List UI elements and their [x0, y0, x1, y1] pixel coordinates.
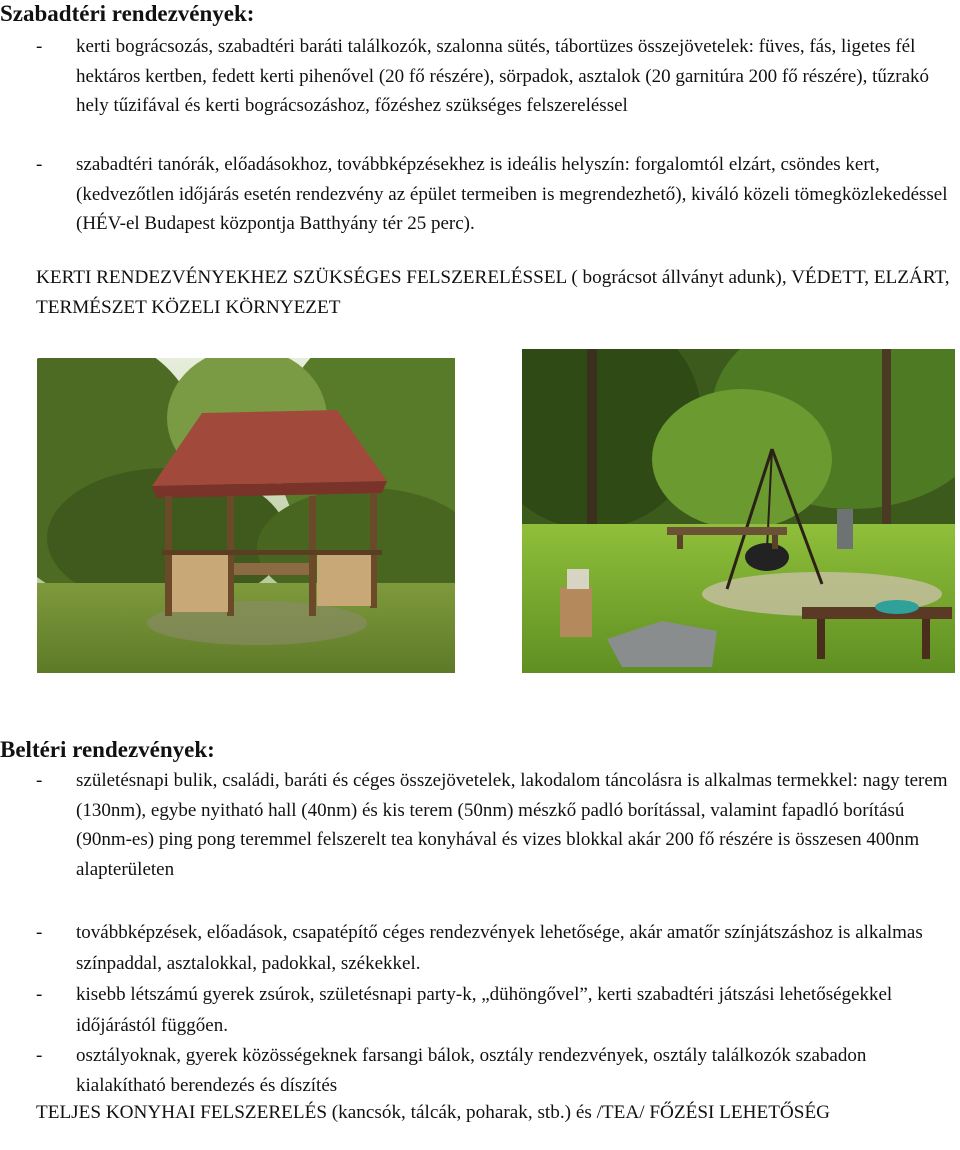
indoor-item [36, 766, 956, 884]
outdoor-heading: Szabadtéri rendezvények: [0, 1, 255, 26]
campfire-illustration [522, 349, 955, 673]
gazebo-illustration [37, 358, 455, 673]
list-dash: - [36, 154, 43, 175]
campfire-photo [522, 349, 955, 673]
indoor-item [36, 979, 956, 1041]
indoor-item-text: születésnapi bulik, családi, baráti és céges összejövetelek, lakodalom táncolásra is alkalmas termekkel: nagy terem (130nm), egybe nyitható hall (40nm) és kis terem (50nm) mészkő padló borítással, valamint fapadló borítású (90nm-es) ping pong teremmel felszerelt tea konyhával és vizes blokkal akár 200 fő részére is összesen 400nm alapterületen [76, 770, 948, 880]
indoor-item-text: továbbképzések, előadások, csapatépítő céges rendezvények lehetősége, akár amatőr színjátszáshoz is alkalmas színpaddal, asztalokkal, padokkal, székekkel. [76, 922, 923, 974]
indoor-item-text: osztályoknak, gyerek közösségeknek farsangi bálok, osztály rendezvények, osztály találkozók szabadon kialakítható berendezés és díszítés [76, 1045, 867, 1096]
outdoor-item [36, 32, 956, 121]
outdoor-item-text: szabadtéri tanórák, előadásokhoz, továbbképzésekhez is ideális helyszín: forgalomtól elzárt, csöndes kert, (kedvezőtlen időjárás esetén rendezvény az épület termeiben is megrendezhető), kiváló közeli tömegközlekedéssel (HÉV-el Budapest központja Batthyány tér 25 perc). [76, 154, 948, 234]
list-dash: - [36, 922, 43, 943]
list-dash: - [36, 984, 43, 1005]
indoor-item-text: kisebb létszámú gyerek zsúrok, születésnapi party-k, „dühöngővel”, kerti szabadtéri játszási lehetőségekkel időjárástól függően. [76, 984, 893, 1036]
outdoor-summary: KERTI RENDEZVÉNYEKHEZ SZÜKSÉGES FELSZERELÉSSEL ( bográcsot állványt adunk), VÉDETT, ELZÁRT, TERMÉSZET KÖZELI KÖRNYEZET [36, 267, 950, 318]
indoor-item [36, 1041, 956, 1100]
indoor-summary: TELJES KONYHAI FELSZERELÉS (kancsók, tálcák, poharak, stb.) és /TEA/ FŐZÉSI LEHETŐSÉG [36, 1102, 831, 1123]
list-dash: - [36, 1045, 43, 1066]
list-dash: - [36, 770, 43, 791]
gazebo-photo [37, 358, 455, 673]
indoor-item [36, 917, 956, 979]
outdoor-item-text: kerti bográcsozás, szabadtéri baráti találkozók, szalonna sütés, tábortüzes összejövetelek: füves, fás, ligetes fél hektáros kertben, fedett kerti pihenővel (20 fő részére), sörpadok, asztalok (20 garnitúra 200 fő részére), tűzrakó hely tűzifával és kerti bográcsozáshoz, főzéshez szükséges felszereléssel [76, 36, 930, 116]
indoor-heading: Beltéri rendezvények: [0, 737, 215, 762]
outdoor-item [36, 150, 956, 239]
list-dash: - [36, 36, 43, 57]
